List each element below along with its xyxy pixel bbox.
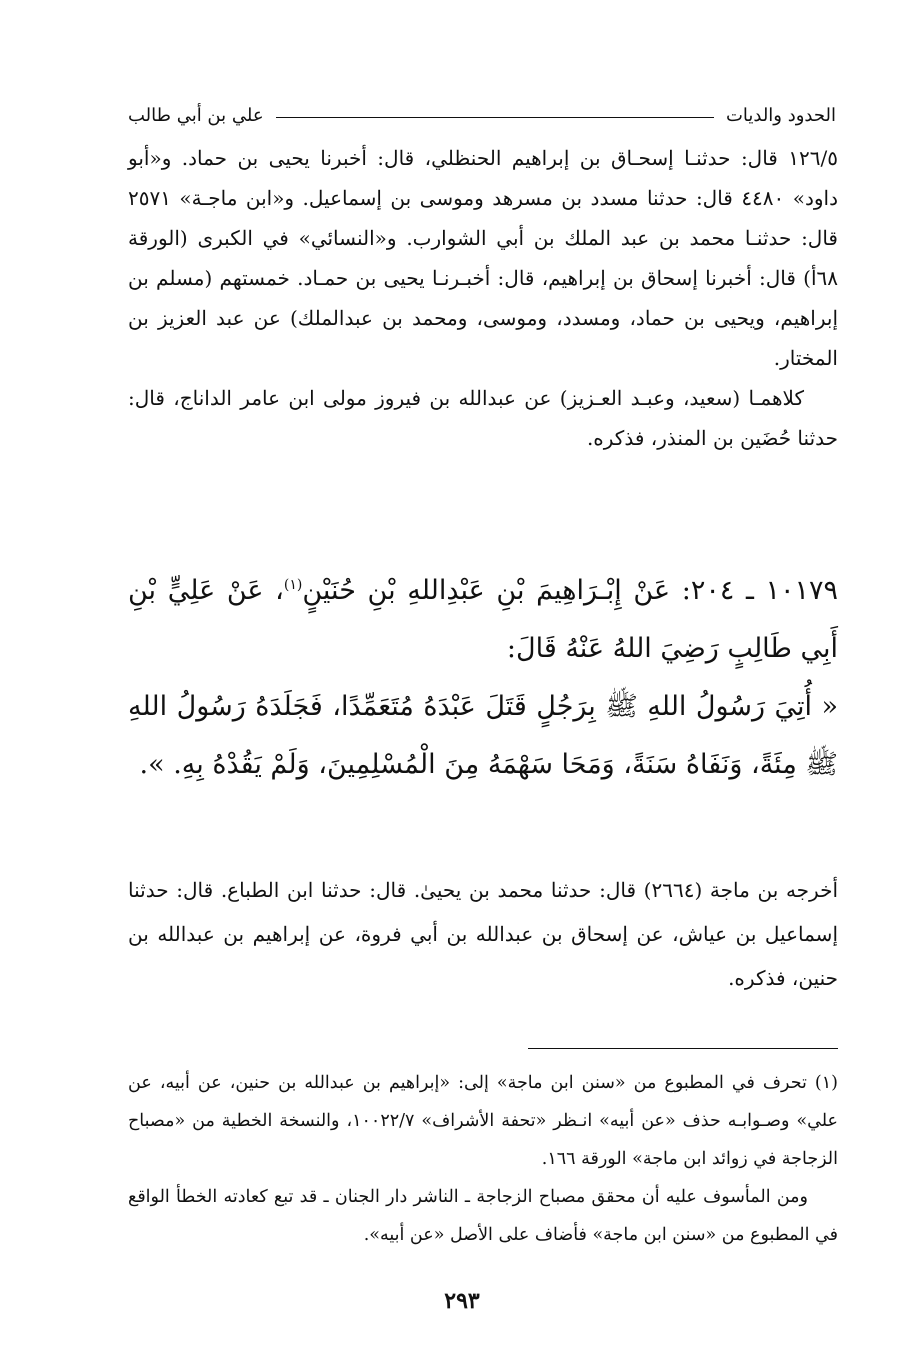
takhrij-block bbox=[128, 868, 838, 1000]
hadith-heading-rest: ، عَنْ عَلِيٍّ بْنِ أَبِي طَالِبٍ رَضِيَ اللهُ عَنْهُ قَالَ: bbox=[128, 575, 838, 664]
header-rule bbox=[276, 117, 714, 118]
isnad-paragraph: ١٢٦/٥ قال: حدثنـا إسحـاق بن إبراهيم الحنظلي، قال: أخبرنا يحيى بن حماد. و«أبو داود» ٤٤٨٠ قال: حدثنا مسدد بن مسرهد وموسى بن إسماعيل. و«ابن ماجـة» ٢٥٧١ قال: حدثنـا محمد بن عبد الملك بن أبي الشوارب. و«النسائي» في الكبرى (الورقة ٦٨أ) قال: أخبرنا إسحاق بن إبراهيم، قال: أخبـرنـا يحيى بن حمـاد. خمستهم (مسلم بن إبراهيم، ويحيى بن حماد، ومسدد، وموسى، ومحمد بن عبدالملك) عن عبد العزيز بن المختار. bbox=[128, 146, 838, 370]
footnote-1: (١) تحرف في المطبوع من «سنن ابن ماجة» إلى: «إبراهيم بن عبدالله بن حنين، عن أبيه، عن علي» وصـوابـه حذف «عن أبيه» انـظر «تحفة الأشراف» ١٠٠٢٢/٧، والنسخة الخطية من «مصباح الزجاجة في زوائد ابن ماجة» الورقة ١٦٦. bbox=[128, 1073, 838, 1169]
hadith-text: « أُتِيَ رَسُولُ اللهِ ﷺ بِرَجُلٍ قَتَلَ عَبْدَهُ مُتَعَمِّدًا، فَجَلَدَهُ رَسُولُ اللهِ ﷺ مِئَةً، وَنَفَاهُ سَنَةً، وَمَحَا سَهْمَهُ مِنَ الْمُسْلِمِينَ، وَلَمْ يَقُدْهُ بِهِ. ». bbox=[128, 691, 838, 780]
isnad-paragraph-continuation: كلاهمـا (سعيد، وعبـد العـزيز) عن عبدالله بن فيروز مولى ابن عامر الداناج، قال: حدثنا حُضَين بن المنذر، فذكره. bbox=[128, 386, 838, 450]
hadith-opening: ١٠١٧٩ ـ ٢٠٤: عَنْ إِبْـرَاهِيمَ بْنِ عَبْدِاللهِ بْنِ حُنَيْنٍ bbox=[302, 575, 839, 606]
header-book-title: علي بن أبي طالب bbox=[128, 104, 264, 126]
page-number: ٢٩٣ bbox=[444, 1288, 480, 1314]
hadith-heading bbox=[128, 562, 838, 678]
running-header bbox=[128, 100, 836, 130]
footnote-separator bbox=[528, 1048, 838, 1049]
takhrij-paragraph: أخرجه بن ماجة (٢٦٦٤) قال: حدثنا محمد بن يحيىٰ. قال: حدثنا ابن الطباع. قال: حدثنا إسماعيل بن عياش، عن إسحاق بن عبدالله بن أبي فروة، عن إبراهيم بن عبدالله بن حنين، فذكره. bbox=[128, 878, 838, 990]
hadith-block bbox=[128, 562, 838, 794]
footnotes bbox=[128, 1064, 838, 1254]
footnote-1-continuation: ومن المأسوف عليه أن محقق مصباح الزجاجة ـ الناشر دار الجنان ـ قد تبع كعادته الخطأ الواقع في المطبوع من «سنن ابن ماجة» فأضاف على الأصل «عن أبيه». bbox=[128, 1187, 838, 1245]
isnad-block bbox=[128, 138, 838, 458]
header-section-title: الحدود والديات bbox=[725, 104, 836, 126]
footnote-reference: (١) bbox=[283, 577, 303, 593]
